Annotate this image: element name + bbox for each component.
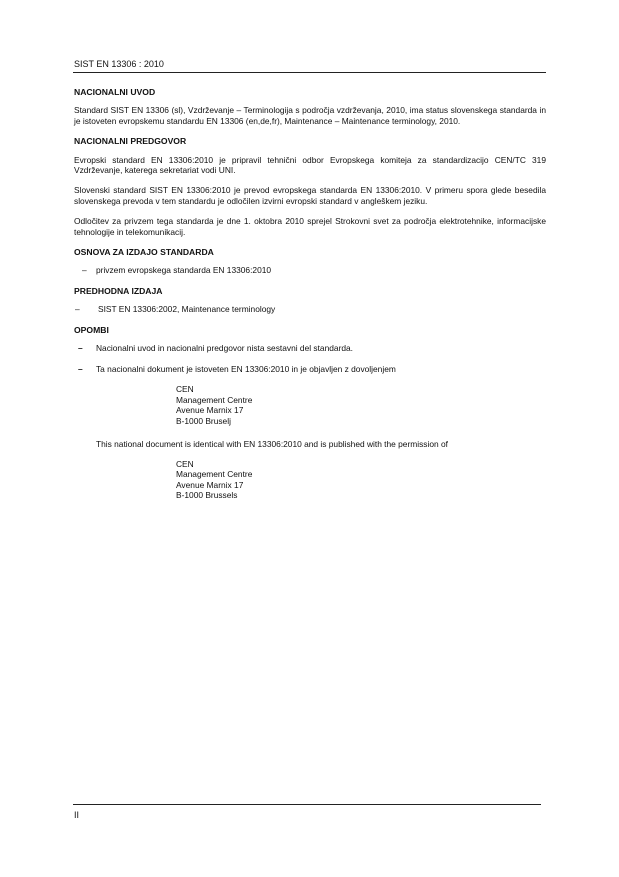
predgovor-paragraph-1: Evropski standard EN 13306:2010 je pripravil tehnični odbor Evropskega komiteja za standardizacijo CEN/TC 319 Vzdrževanje, katerega sekretariat vodi UNI. — [74, 154, 546, 176]
nacionalni-uvod-text: Standard SIST EN 13306 (sl), Vzdrževanje – Terminologija s področja vzdrževanja, 2010, ima status slovenskega standarda in je istoveten evropskemu standardu EN 13306 (en,de,fr), Maintenance – Maintenance terminology, 2010. — [74, 105, 546, 126]
dash-bullet: – — [82, 265, 87, 276]
section-heading-osnova: OSNOVA ZA IZDAJO STANDARDA — [74, 247, 214, 258]
section-heading-opombi: OPOMBI — [74, 324, 109, 335]
note-english: This national document is identical with EN 13306:2010 and is published with the permission of — [96, 439, 448, 450]
predhodna-list-item — [74, 304, 546, 314]
page-content — [74, 87, 546, 514]
address-line: B-1000 Brussels — [176, 490, 238, 501]
address-line: Avenue Marnix 17 — [176, 479, 244, 490]
section-heading-nacionalni-predgovor: NACIONALNI PREDGOVOR — [74, 136, 187, 147]
section-heading-predhodna-izdaja: PREDHODNA IZDAJA — [74, 285, 163, 296]
predhodna-item-text: SIST EN 13306:2002, Maintenance terminology — [98, 304, 276, 315]
address-line: Management Centre — [176, 394, 253, 405]
address-block-sl — [176, 384, 546, 426]
dash-bullet: – — [75, 304, 80, 315]
running-header: SIST EN 13306 : 2010 — [74, 59, 164, 69]
footer-rule — [73, 804, 541, 805]
address-line: Management Centre — [176, 469, 253, 480]
section-heading-nacionalni-uvod: NACIONALNI UVOD — [74, 87, 156, 97]
address-line: CEN — [176, 383, 194, 394]
dash-bullet: – — [78, 363, 83, 374]
osnova-list-item — [74, 265, 546, 275]
address-line: CEN — [176, 458, 194, 469]
page-number: II — [74, 810, 80, 820]
opombi-list-item-1 — [74, 343, 546, 353]
dash-bullet: – — [78, 343, 83, 354]
predgovor-paragraph-3: Odločitev za privzem tega standarda je dne 1. oktobra 2010 sprejel Strokovni svet za področja elektrotehnike, informacijske tehnologije in telekomunikacij. — [74, 216, 546, 237]
opombi-list-item-2 — [74, 364, 546, 374]
header-rule — [73, 72, 546, 73]
osnova-item-text: privzem evropskega standarda EN 13306:2010 — [96, 265, 272, 276]
address-line: B-1000 Bruselj — [176, 415, 231, 426]
address-line: Avenue Marnix 17 — [176, 405, 244, 416]
predgovor-paragraph-2: Slovenski standard SIST EN 13306:2010 je prevod evropskega standarda EN 13306:2010. V primeru spora glede besedila slovenskega prevoda v tem standardu je odločilen izvirni evropski standard v angleškem jeziku. — [74, 185, 546, 206]
address-block-en — [176, 459, 546, 501]
opombi-item-1-text: Nacionalni uvod in nacionalni predgovor nista sestavni del standarda. — [96, 343, 353, 354]
opombi-item-2-text: Ta nacionalni dokument je istoveten EN 13306:2010 in je objavljen z dovoljenjem — [96, 363, 396, 374]
